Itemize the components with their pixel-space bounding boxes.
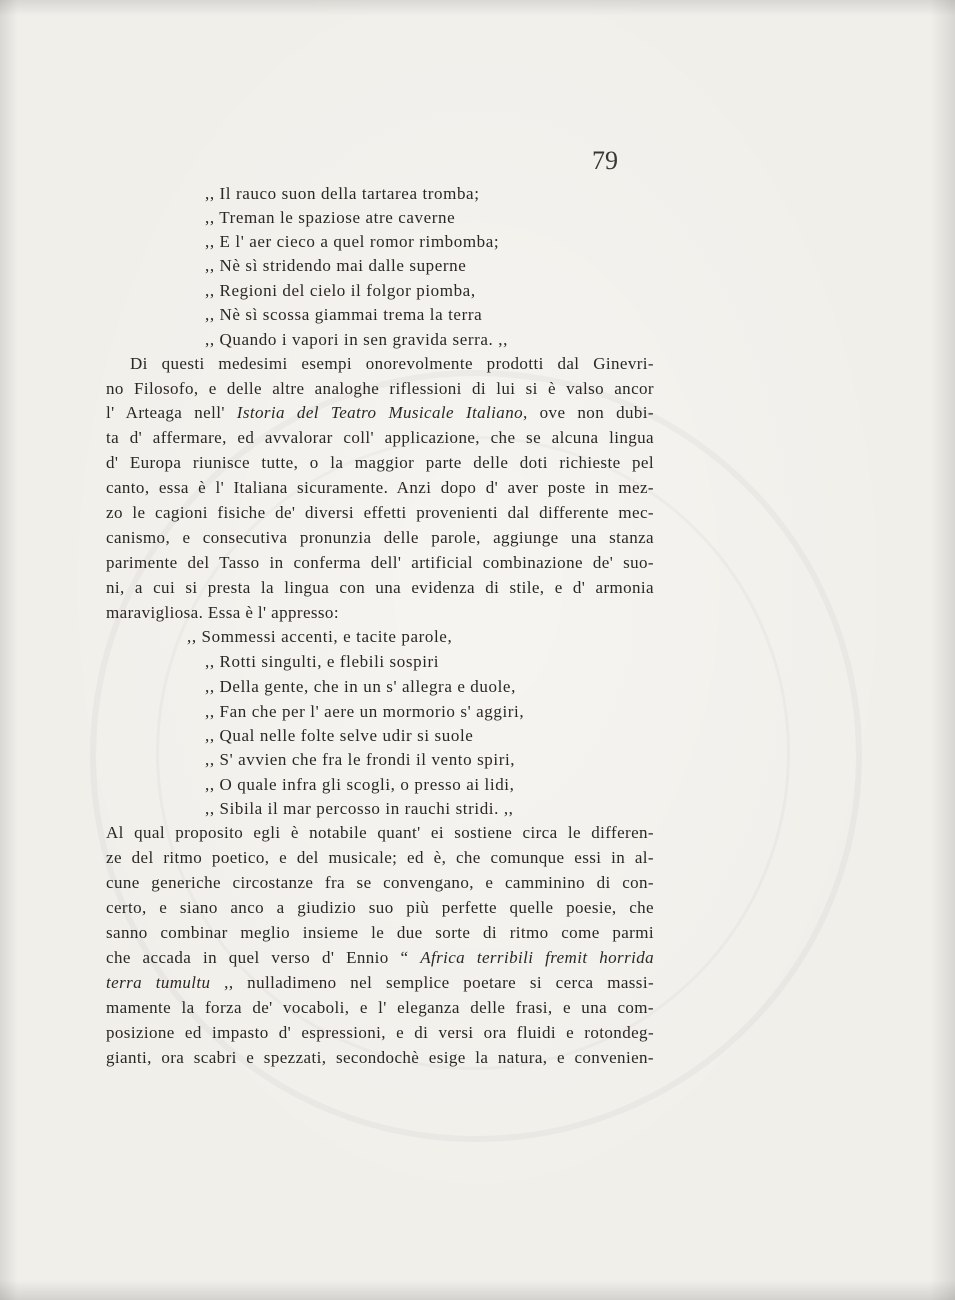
- latin-quote-italic: terra tumultu: [106, 973, 211, 992]
- verse-line: ,, Nè sì stridendo mai dalle superne: [205, 256, 467, 275]
- latin-quote-italic: Africa terribili fremit horrida: [420, 948, 655, 967]
- verse-line: ,, Sommessi accenti, e tacite parole,: [187, 627, 453, 646]
- prose-line: ni, a cui si presta la lingua con una evidenza di stile, e d' armonia: [106, 578, 654, 597]
- prose-line: gianti, ora scabri e spezzati, secondochè esige la natura, e convenien-: [106, 1048, 654, 1067]
- prose-line: ta d' affermare, ed avvalorar coll' applicazione, che se alcuna lingua: [106, 428, 654, 447]
- prose-line: no Filosofo, e delle altre analoghe riflessioni di lui si è valso ancor: [106, 379, 654, 398]
- verse-line: ,, Della gente, che in un s' allegra e duole,: [205, 677, 516, 696]
- prose-line: certo, e siano anco a giudizio suo più perfette quelle poesie, che: [106, 898, 654, 917]
- prose-line: canismo, e consecutiva pronunzia delle parole, aggiunge una stanza: [106, 528, 654, 547]
- page-number: 79: [592, 146, 618, 175]
- prose-line: cune generiche circostanze fra se convengano, e camminino di con-: [106, 873, 654, 892]
- prose-line: posizione ed impasto d' espressioni, e di versi ora fluidi e rotondeg-: [106, 1023, 654, 1042]
- prose-line: d' Europa riunisce tutte, o la maggior parte delle doti richieste pel: [106, 453, 654, 472]
- prose-line: [106, 946, 654, 970]
- prose-line: maravigliosa. Essa è l' appresso:: [106, 603, 339, 622]
- prose-line: ze del ritmo poetico, e del musicale; ed è, che comunque essi in al-: [106, 848, 654, 867]
- verse-line: ,, Regioni del cielo il folgor piomba,: [205, 281, 476, 300]
- verse-line: ,, Qual nelle folte selve udir si suole: [205, 726, 474, 745]
- prose-text: , ove non dubi-: [523, 403, 654, 422]
- verse-line: ,, Il rauco suon della tartarea tromba;: [205, 184, 480, 203]
- prose-text: che accada in quel verso d' Ennio “: [106, 948, 421, 967]
- prose-line: [106, 401, 654, 425]
- verse-line: ,, Quando i vapori in sen gravida serra. ,,: [205, 330, 508, 349]
- verse-line: ,, Fan che per l' aere un mormorio s' aggiri,: [205, 702, 525, 721]
- prose-line: zo le cagioni fisiche de' diversi effetti provenienti dal differente mec-: [106, 503, 654, 522]
- prose-line: canto, essa è l' Italiana sicuramente. Anzi dopo d' aver poste in mez-: [106, 478, 654, 497]
- book-title-italic: Istoria del Teatro Musicale Italiano: [236, 403, 523, 422]
- prose-line: [106, 971, 654, 995]
- verse-line: ,, Treman le spaziose atre caverne: [205, 208, 456, 227]
- prose-text: ,, nulladimeno nel semplice poetare si cerca massi-: [210, 973, 655, 992]
- prose-line: Al qual proposito egli è notabile quant' ei sostiene circa le differen-: [106, 823, 654, 842]
- verse-line: ,, Sibila il mar percosso in rauchi stridi. ,,: [205, 799, 514, 818]
- prose-line: parimente del Tasso in conferma dell' artificial combinazione de' suo-: [106, 553, 654, 572]
- prose-line: mamente la forza de' vocaboli, e l' eleganza delle frasi, e una com-: [106, 998, 654, 1017]
- prose-line: sanno combinar meglio insieme le due sorte di ritmo come parmi: [106, 923, 654, 942]
- verse-line: ,, O quale infra gli scogli, o presso ai lidi,: [205, 775, 515, 794]
- prose-line: Di questi medesimi esempi onorevolmente prodotti dal Ginevri-: [130, 354, 654, 373]
- verse-line: ,, Nè sì scossa giammai trema la terra: [205, 305, 483, 324]
- verse-line: ,, Rotti singulti, e flebili sospiri: [205, 652, 440, 671]
- verse-line: ,, E l' aer cieco a quel romor rimbomba;: [205, 232, 500, 251]
- prose-text: l' Arteaga nell': [106, 403, 237, 422]
- verse-line: ,, S' avvien che fra le frondi il vento spiri,: [205, 750, 516, 769]
